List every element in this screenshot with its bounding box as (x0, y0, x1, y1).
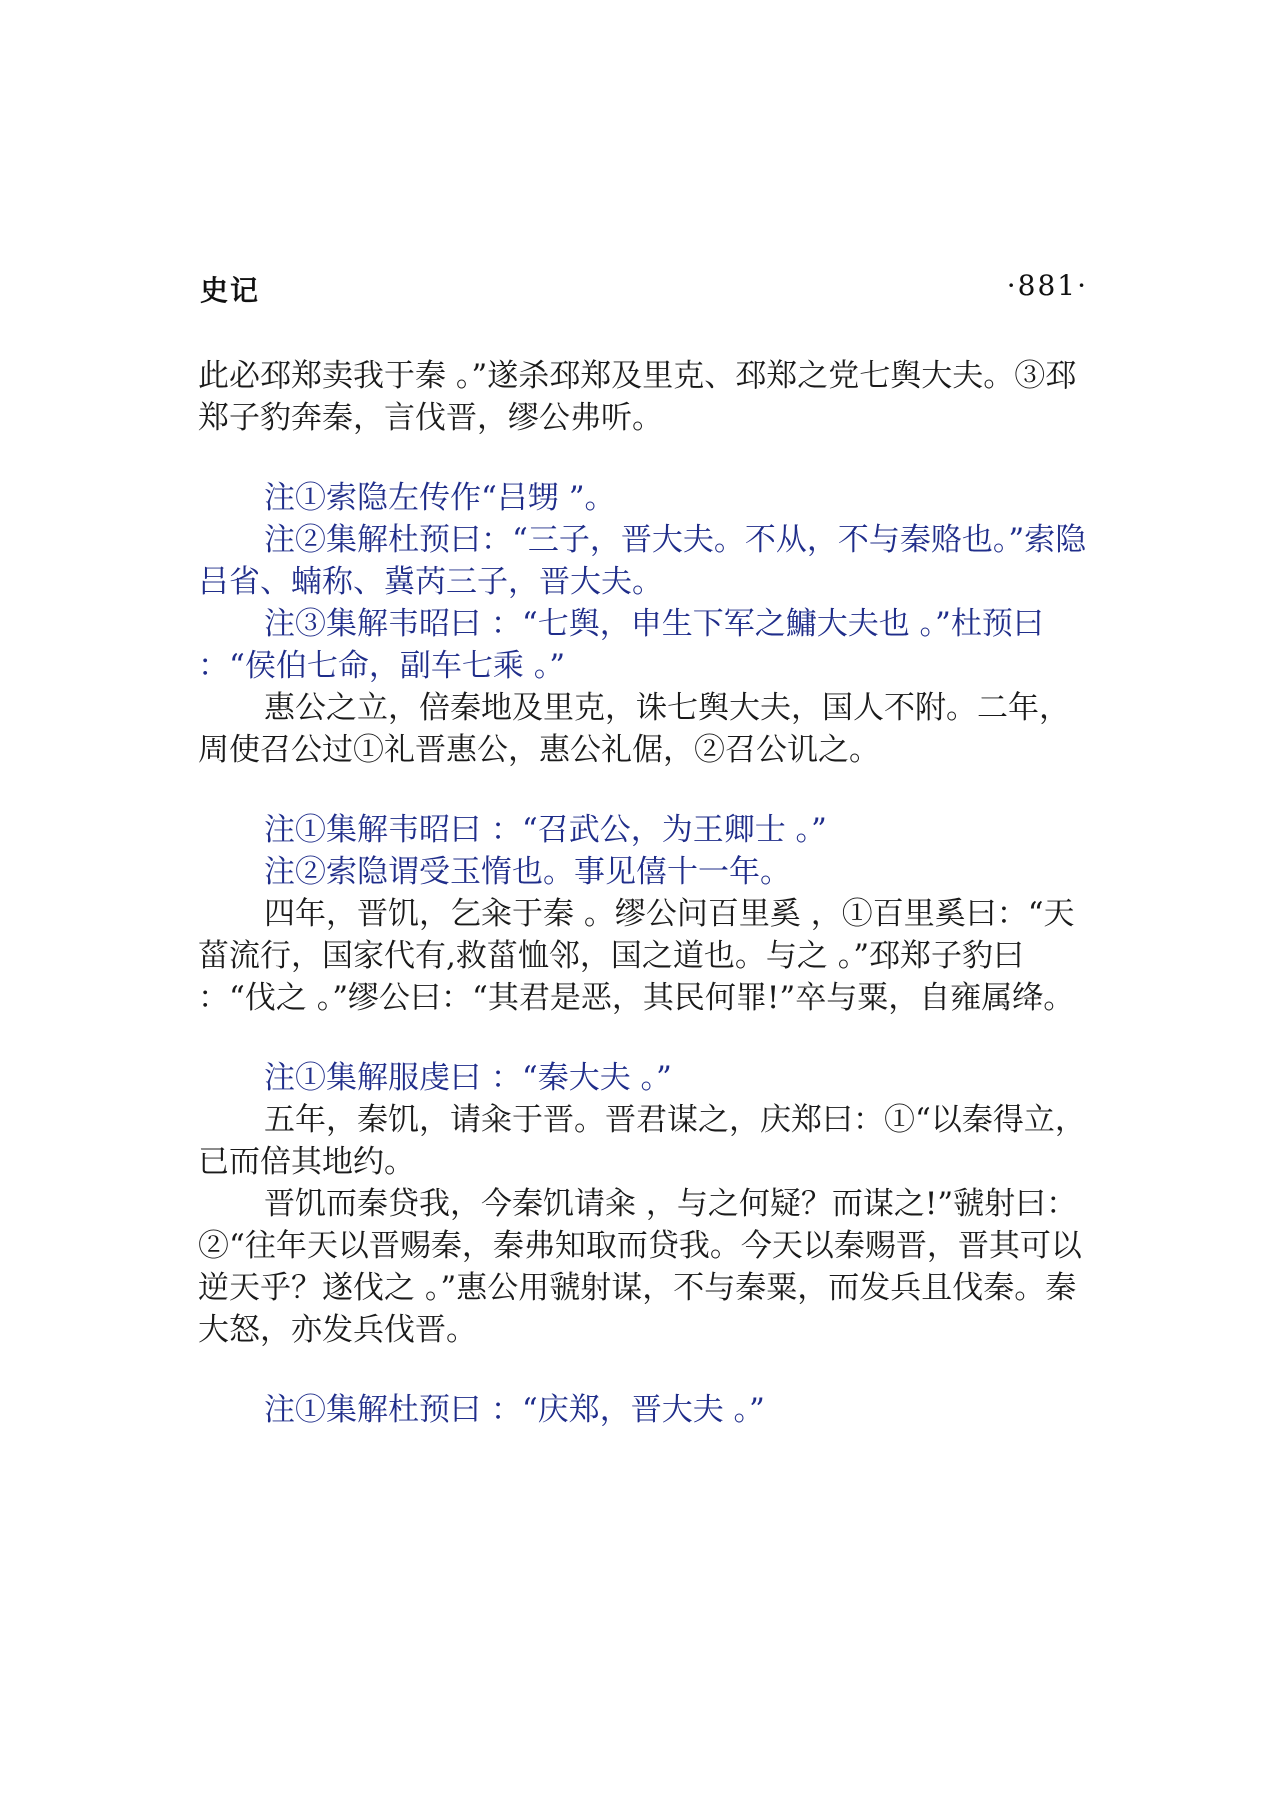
body-paragraph: 惠公之立，倍秦地及里克，诛七舆大夫，国人不附。二年，周使召公过①礼晋惠公，惠公礼倨，②召公讥之。 (198, 690, 1070, 768)
page-number: ·881· (1006, 269, 1088, 302)
book-title: 史记 (200, 274, 261, 307)
body-paragraph: 五年，秦饥，请籴于晋。晋君谋之，庆郑曰：①“以秦得立，已而倍其地约。 (198, 1102, 1086, 1180)
page-content (198, 355, 1090, 1431)
body-paragraph: 晋饥而秦贷我，今秦饥请籴 ，与之何疑？而谋之!”虢射曰：②“往年天以晋赐秦，秦弗知取而贷我。今天以秦赐晋，晋其可以逆天乎？遂伐之 。”惠公用虢射谋，不与秦粟，而发兵且伐秦。秦大怒，亦发兵伐晋。 (198, 1186, 1082, 1348)
body-paragraph: 四年，晋饥，乞籴于秦 。缪公问百里奚 ，①百里奚曰：“天菑流行，国家代有,救菑恤邻，国之道也。与之 。”邳郑子豹曰 ：“伐之 。”缪公曰：“其君是恶，其民何罪!”卒与粟，自雍属绛。 (198, 896, 1075, 1016)
annotation-note: 注③集解韦昭曰 ：“七舆，申生下军之鱅大夫也 。”杜预曰 ：“侯伯七命，副车七乘 。” (198, 606, 1044, 684)
annotation-note: 注①集解服虔曰 ：“秦大夫 。” (264, 1060, 672, 1096)
annotation-note: 注①集解韦昭曰 ：“召武公，为王卿士 。” (264, 812, 827, 848)
page-header (200, 265, 1088, 315)
annotation-note: 注①索隐左传作“吕甥 ”。 (264, 480, 616, 516)
annotation-note: 注②索隐谓受玉惰也。事见僖十一年。 (264, 854, 791, 890)
annotation-note: 注②集解杜预曰：“三子，晋大夫。不从，不与秦赂也。”索隐吕省、蝻称、冀芮三子，晋大夫。 (198, 522, 1087, 600)
annotation-note: 注①集解杜预曰 ：“庆郑，晋大夫 。” (264, 1392, 765, 1428)
body-paragraph: 此必邳郑卖我于秦 。”遂杀邳郑及里克、邳郑之党七舆大夫。③邳郑子豹奔秦，言伐晋，缪公弗听。 (198, 358, 1077, 436)
